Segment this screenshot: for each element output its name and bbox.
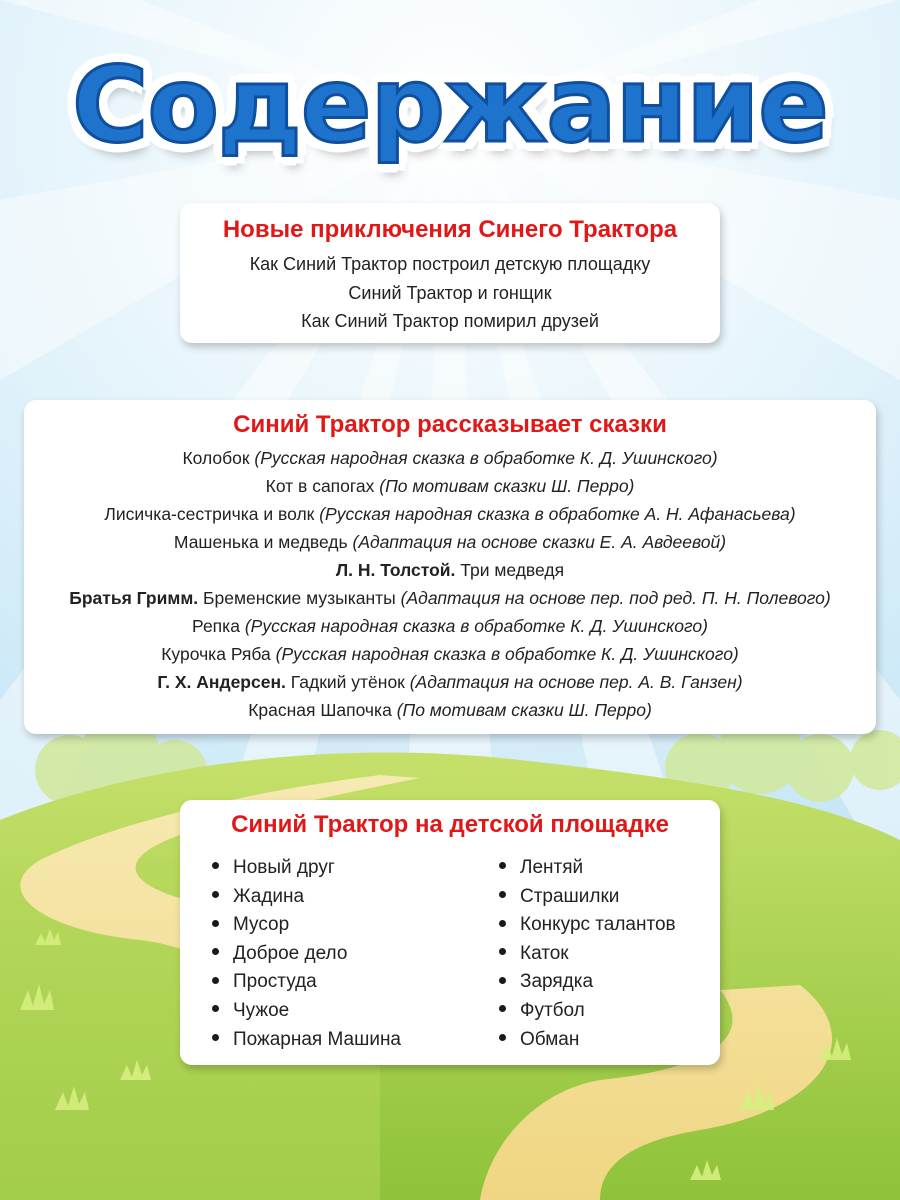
section-fairy-tales — [24, 400, 876, 734]
tale-title: Три медведя — [460, 560, 565, 580]
list-item-label: Жадина — [233, 885, 305, 907]
tale-note: (Русская народная сказка в обработке А. Н. Афанасьева) — [319, 504, 796, 524]
author-name: Л. Н. Толстой. — [335, 560, 456, 580]
toc-entry — [24, 640, 876, 668]
page-title-wrap — [0, 40, 900, 170]
tale-title: Репка — [192, 616, 240, 636]
list-item-label: Новый друг — [233, 857, 335, 878]
bullet-icon — [499, 1005, 506, 1012]
toc-entry — [24, 668, 876, 696]
tale-title: Курочка Ряба — [161, 644, 271, 664]
list-item — [212, 940, 499, 969]
tale-title: Лисичка-сестричка и волк — [104, 504, 315, 524]
bullet-icon — [212, 920, 219, 927]
playground-list-right — [499, 854, 719, 1054]
list-item-label: Лентяй — [520, 857, 584, 878]
page-title: Содержание — [72, 44, 828, 166]
list-item — [212, 997, 499, 1026]
tale-title: Кот в сапогах — [265, 476, 375, 496]
bullet-icon — [212, 891, 219, 898]
toc-entry: Синий Трактор и гонщик — [348, 282, 552, 303]
bullet-icon — [499, 862, 506, 869]
bullet-icon — [212, 1034, 219, 1041]
toc-entry — [24, 556, 876, 584]
tale-note: (По мотивам сказки Ш. Перро) — [379, 476, 635, 496]
toc-entry — [24, 612, 876, 640]
list-item-label: Пожарная Машина — [233, 1028, 402, 1050]
list-item-label: Мусор — [233, 914, 290, 936]
tale-note: (По мотивам сказки Ш. Перро) — [396, 700, 652, 720]
toc-entry — [24, 528, 876, 556]
list-item-label: Доброе дело — [233, 942, 348, 964]
bullet-icon — [212, 1005, 219, 1012]
tale-note: (Русская народная сказка в обработке К. Д. Ушинского) — [275, 644, 739, 664]
tale-title: Гадкий утёнок — [290, 672, 405, 692]
bullet-icon — [499, 1034, 506, 1041]
list-item — [212, 968, 499, 997]
bullet-icon — [499, 920, 506, 927]
list-item — [212, 911, 499, 940]
list-item — [499, 940, 719, 969]
playground-list-left — [212, 854, 499, 1054]
toc-entry: Как Синий Трактор помирил друзей — [301, 311, 599, 331]
tale-note: (Адаптация на основе пер. под ред. П. Н. Полевого) — [400, 588, 831, 608]
list-item-label: Простуда — [233, 971, 317, 993]
list-item-label: Конкурс талантов — [520, 914, 676, 936]
tale-note: (Русская народная сказка в обработке К. Д. Ушинского) — [254, 448, 718, 468]
list-item — [212, 1026, 499, 1055]
list-item — [499, 1026, 719, 1055]
list-item — [212, 883, 499, 912]
section-heading: Синий Трактор рассказывает сказки — [233, 411, 667, 438]
author-name: Братья Гримм. — [69, 588, 199, 608]
list-item-label: Страшилки — [520, 885, 620, 907]
toc-entry — [24, 696, 876, 724]
toc-entry — [24, 584, 876, 612]
list-item — [499, 854, 719, 883]
bullet-icon — [212, 862, 219, 869]
list-item — [499, 968, 719, 997]
list-item — [499, 883, 719, 912]
tales-list — [24, 444, 876, 724]
bullet-icon — [499, 891, 506, 898]
section-heading: Новые приключения Синего Трактора — [222, 216, 678, 243]
list-item-label: Каток — [520, 942, 569, 964]
tale-title: Машенька и медведь — [173, 532, 348, 552]
section-new-adventures — [180, 203, 720, 343]
list-item — [499, 997, 719, 1026]
tale-note: (Адаптация на основе пер. А. В. Ганзен) — [409, 672, 743, 692]
section-heading: Синий Трактор на детской площадке — [231, 811, 669, 838]
tale-title: Красная Шапочка — [248, 700, 392, 720]
toc-entry — [24, 444, 876, 472]
list-item-label: Зарядка — [520, 971, 594, 993]
tale-note: (Адаптация на основе сказки Е. А. Авдеевой) — [352, 532, 727, 552]
tale-title: Колобок — [182, 448, 250, 468]
list-item — [499, 911, 719, 940]
list-item-label: Футбол — [520, 999, 585, 1021]
tale-note: (Русская народная сказка в обработке К. Д. Ушинского) — [244, 616, 708, 636]
bullet-icon — [499, 948, 506, 955]
toc-entry — [24, 472, 876, 500]
bullet-icon — [212, 977, 219, 984]
toc-entry: Как Синий Трактор построил детскую площадку — [249, 254, 651, 274]
tale-title: Бременские музыканты — [203, 588, 396, 608]
list-item — [212, 854, 499, 883]
section-playground — [180, 800, 720, 1065]
list-item-label: Обман — [520, 1028, 580, 1050]
bullet-icon — [212, 948, 219, 955]
toc-entry — [24, 500, 876, 528]
list-item-label: Чужое — [233, 999, 290, 1021]
bullet-icon — [499, 977, 506, 984]
author-name: Г. Х. Андерсен. — [157, 672, 286, 692]
